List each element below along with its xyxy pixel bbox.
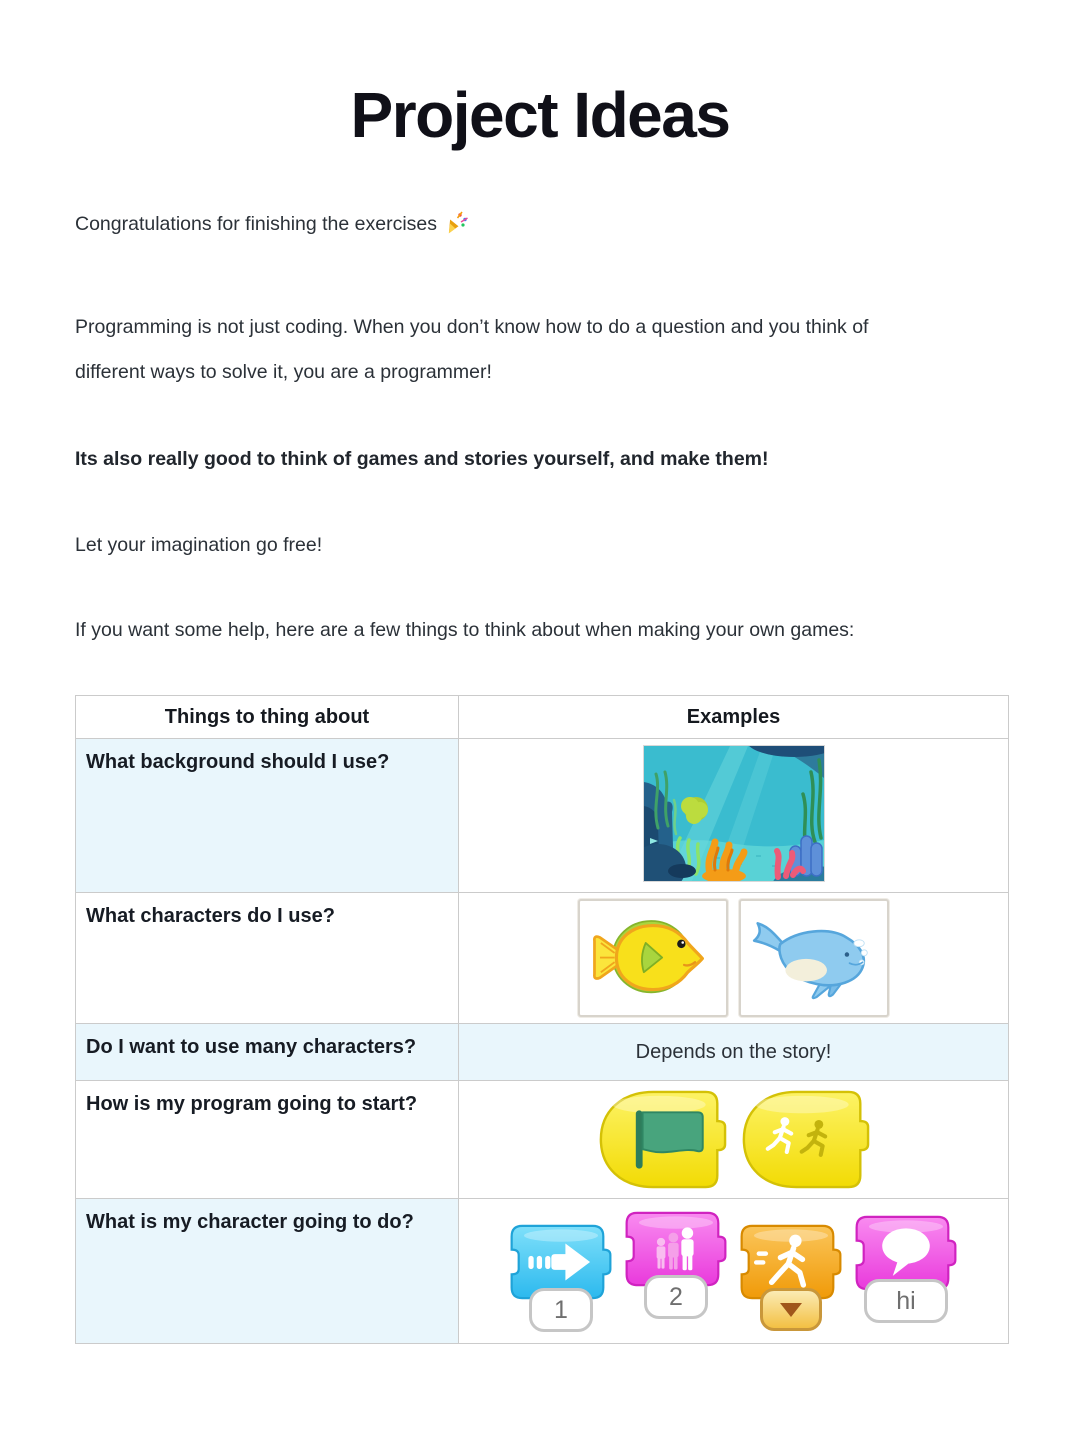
column-header-things: Things to thing about (76, 696, 459, 739)
table-row-characters (76, 893, 1009, 1024)
start-on-green-flag-block (597, 1089, 727, 1190)
answer-text: Depends on the story! (635, 1040, 832, 1063)
speed-dropdown (760, 1288, 822, 1331)
paragraph-programming (75, 305, 880, 395)
table-row-program-start (76, 1081, 1009, 1199)
question-cell (76, 739, 459, 893)
document-content (75, 202, 1008, 1344)
paragraph-imagination (75, 523, 1008, 568)
paragraph-text: Programming is not just coding. When you don’t know how to do a question and you think of different ways to solve it, you are a programmer! (75, 316, 869, 383)
fish-sprite-card (578, 899, 728, 1017)
table-row-character-actions (76, 1199, 1009, 1344)
page-title: Project Ideas (350, 79, 730, 151)
example-cell (459, 739, 1009, 893)
party-popper-icon (443, 209, 470, 234)
ideas-table (75, 695, 1009, 1344)
example-cell (459, 893, 1009, 1024)
table-header-row (76, 696, 1009, 739)
question-cell (76, 1024, 459, 1081)
move-steps-value: 1 (529, 1288, 593, 1332)
grow-amount-value: 2 (644, 1275, 708, 1319)
table-row-many-characters (76, 1024, 1009, 1081)
set-speed-block (739, 1223, 843, 1331)
paragraph-text: Let your imagination go free! (75, 534, 323, 556)
question-text: What is my character going to do? (86, 1211, 414, 1233)
paragraph-help-intro (75, 608, 1008, 653)
question-cell (76, 1081, 459, 1199)
whale-sprite-card (739, 899, 889, 1017)
dropdown-triangle-icon (780, 1303, 802, 1317)
paragraph-make-games (75, 437, 1008, 482)
example-cell (459, 1199, 1009, 1344)
grow-block (624, 1210, 728, 1319)
question-text: What background should I use? (86, 751, 390, 773)
column-header-examples: Examples (459, 696, 1009, 739)
question-cell (76, 1199, 459, 1344)
example-cell (459, 1081, 1009, 1199)
answer-cell (459, 1024, 1009, 1081)
question-text: Do I want to use many characters? (86, 1036, 417, 1058)
question-text: How is my program going to start? (86, 1093, 418, 1115)
move-right-block (509, 1223, 613, 1332)
blue-whale-sprite (749, 914, 879, 1002)
question-text: What characters do I use? (86, 905, 335, 927)
paragraph-text: If you want some help, here are a few things to think about when making your own games: (75, 619, 855, 641)
say-text-value: hi (864, 1279, 948, 1323)
start-on-bump-block (740, 1089, 870, 1190)
paragraph-text: Its also really good to think of games and stories yourself, and make them! (75, 448, 769, 470)
paragraph-congratulations (75, 202, 1008, 247)
yellow-fish-sprite (589, 910, 717, 1007)
table-row-background (76, 739, 1009, 893)
paragraph-text: Congratulations for finishing the exercises (75, 213, 438, 235)
underwater-backdrop-image (643, 745, 825, 882)
question-cell (76, 893, 459, 1024)
say-block (854, 1214, 958, 1323)
